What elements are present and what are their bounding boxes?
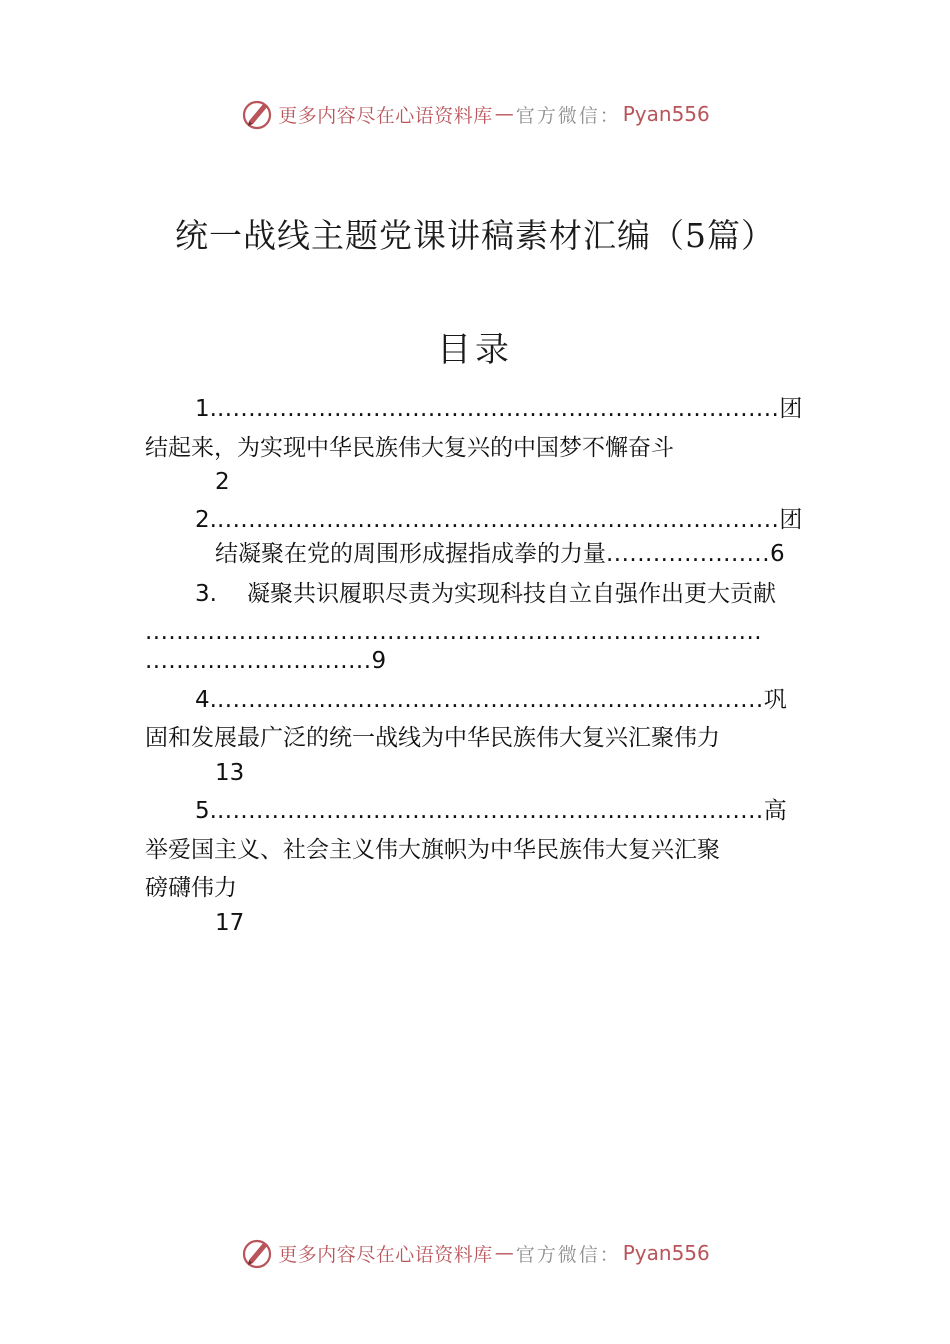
toc-entry-title: 结起来，为实现中华民族伟大复兴的中国梦不懈奋斗 <box>145 435 674 461</box>
toc-entry-page: 6 <box>770 541 785 567</box>
toc-leader-dots: ............................................................................... <box>145 619 763 645</box>
toc-entry-page: 9 <box>371 648 387 674</box>
toc-entry-number: 2. <box>195 507 217 533</box>
toc-entry-title-head: 高 <box>763 798 787 824</box>
header-banner <box>0 94 950 134</box>
banner-separator: — <box>494 103 514 125</box>
toc-entry-5-line-1[interactable] <box>195 796 787 826</box>
toc-entry-3-line-3[interactable] <box>145 646 386 676</box>
banner-wechat-id: Pyan556 <box>622 102 710 126</box>
toc-entry-number: 5. <box>195 798 217 824</box>
toc-entry-title-head: 团 <box>779 507 803 533</box>
toc-entry-number: 1. <box>195 396 217 422</box>
toc-entry-number: 3. <box>195 581 217 607</box>
pen-logo-icon <box>240 1236 274 1270</box>
toc-entry-5-line-3[interactable] <box>145 873 237 903</box>
toc-entry-1-line-1[interactable] <box>195 394 802 424</box>
toc-entry-5-page: 17 <box>215 910 245 936</box>
toc-leader-dots: ..................... <box>606 541 771 567</box>
toc-entry-title: 固和发展最广泛的统一战线为中华民族伟大复兴汇聚伟力 <box>145 725 720 751</box>
toc-entry-title: 凝聚共识履职尽责为实现科技自立自强作出更大贡献 <box>247 581 776 607</box>
document-title: 统一战线主题党课讲稿素材汇编（5篇） <box>175 216 775 255</box>
toc-entry-3-line-2[interactable] <box>145 617 762 647</box>
toc-leader-dots: ........................................................................ <box>216 396 780 422</box>
toc-entry-1-line-2[interactable] <box>145 433 674 463</box>
banner-label: 官方微信： <box>515 1243 621 1266</box>
toc-entry-2-line-2[interactable] <box>215 539 785 569</box>
toc-leader-dots: ........................................................................ <box>216 507 780 533</box>
toc-entry-2-line-1[interactable] <box>195 505 802 535</box>
banner-separator: — <box>494 1242 514 1264</box>
toc-entry-number: 4. <box>195 687 217 713</box>
toc-entry-4-line-2[interactable] <box>145 723 720 753</box>
toc-entry-title: 磅礴伟力 <box>145 875 237 901</box>
toc-entry-1-page: 2 <box>215 469 230 495</box>
toc-entry-title-head: 团 <box>779 396 803 422</box>
toc-entry-title: 结凝聚在党的周围形成握指成拳的力量 <box>215 541 606 567</box>
toc-entry-3-line-1[interactable] <box>195 579 776 609</box>
toc-entry-4-page: 13 <box>215 760 245 786</box>
banner-main-text: 更多内容尽在心语资料库 <box>278 104 493 127</box>
toc-entry-title-head: 巩 <box>763 687 787 713</box>
banner-label: 官方微信： <box>515 104 621 127</box>
toc-leader-dots: ...................................................................... <box>216 798 764 824</box>
toc-entry-4-line-1[interactable] <box>195 685 787 715</box>
banner-main-text: 更多内容尽在心语资料库 <box>278 1243 493 1266</box>
toc-entry-title: 举爱国主义、社会主义伟大旗帜为中华民族伟大复兴汇聚 <box>145 837 720 863</box>
toc-leader-dots: ............................. <box>145 648 372 674</box>
toc-leader-dots: ...................................................................... <box>216 687 764 713</box>
pen-logo-icon <box>240 97 274 131</box>
toc-heading: 目录 <box>437 330 513 370</box>
toc-entry-5-line-2[interactable] <box>145 835 720 865</box>
banner-wechat-id: Pyan556 <box>622 1241 710 1265</box>
footer-banner <box>0 1233 950 1273</box>
